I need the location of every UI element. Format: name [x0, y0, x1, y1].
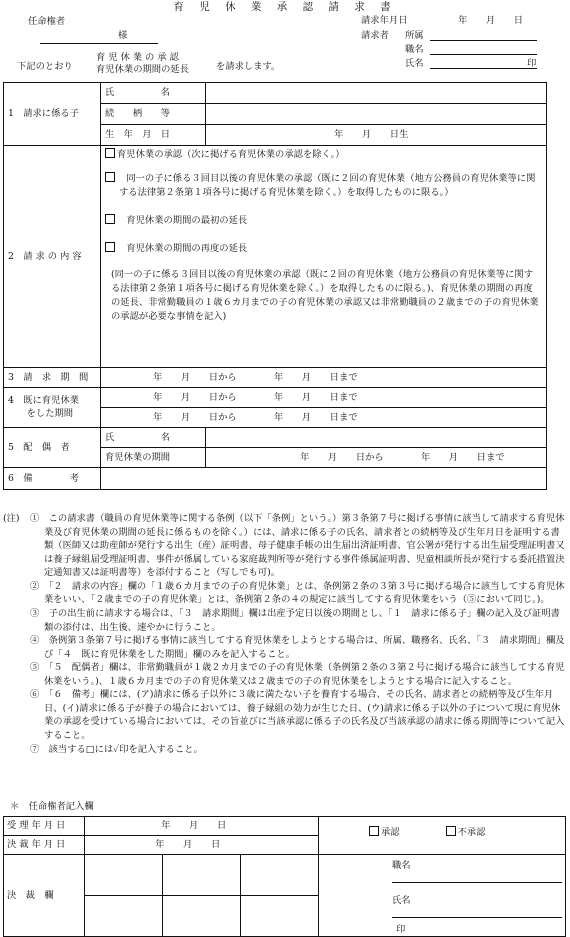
- content-section-label: 2 請 求 の 内 容: [4, 146, 101, 368]
- option-approval-text: 育児休業の承認（次に掲げる育児休業の承認を除く。）: [117, 149, 345, 160]
- child-birth-field[interactable]: 年 月 日生: [206, 125, 547, 146]
- approve-label: 承認: [381, 826, 400, 838]
- content-cell: [101, 146, 547, 368]
- position-label: 職名: [405, 44, 424, 55]
- past-leave-period-1[interactable]: 年 月 日から 年 月 日まで: [101, 388, 547, 408]
- name-label: 氏名: [405, 58, 424, 69]
- request-table: [3, 82, 547, 490]
- spouse-name-label: 氏 名: [101, 428, 206, 448]
- checkbox-third-approval[interactable]: [105, 172, 115, 182]
- requester-label: 請求者: [361, 30, 389, 41]
- checkbox-second-extension[interactable]: [105, 242, 115, 252]
- name-field[interactable]: [430, 57, 537, 69]
- appointer-label: 任命権者: [28, 16, 66, 27]
- child-relation-label: 続 柄 等: [101, 104, 206, 125]
- spouse-section-label: 5 配 偶 者: [4, 428, 101, 468]
- option-extension: 育児休業の期間の延長: [96, 64, 189, 75]
- kessai-box-6[interactable]: [241, 896, 319, 937]
- checkbox-first-extension[interactable]: [105, 214, 115, 224]
- note-5: ⑤ 「５ 配偶者」欄は、非常勤職員が１歳２カ月までの子の育児休業（条例第２条の３第２号に掲げる場合に該当してする育児休業をいう。)、１歳６カ月までの子の育児休業又は２歳までの子の育児休業をしようとする場合に記入すること。: [30, 662, 565, 687]
- option-approval: 育 児 休 業 の 承 認: [96, 52, 179, 63]
- note-6: ⑥ 「６ 備考」欄には、(ア)請求に係る子以外に３歳に満たない子を養育する場合、その氏名、請求者との続柄等及び生年月日、(イ)請求に係る子が養子の場合においては、養子縁組の効力が生じた日、(ウ)請求に係る子以外の子について現に育児休業の承認を受けている場合においては、その旨並びに当該承認に係る子の氏名及び当該承認の請求に係る期間等について記入すること。: [30, 689, 565, 741]
- kessai-box-3[interactable]: [241, 855, 319, 896]
- child-birth-label: 生 年 月 日: [101, 125, 206, 146]
- kessai-box-2[interactable]: [163, 855, 241, 896]
- approver-heading: ＊ 任命権者記入欄: [10, 801, 94, 812]
- note-2: ② 「２ 請求の内容」欄の「１歳６カ月までの子の育児休業」とは、条例第２条の３第３号に掲げる場合に該当してする育児休業をいい、「２歳までの子の育児休業」とは、条例第２条の４の規定に該当してする育児休業をいう（⑤において同じ。)。: [30, 580, 565, 606]
- sama-label: 様: [118, 30, 128, 41]
- kessai-box-1[interactable]: [85, 855, 163, 896]
- approver-name-field[interactable]: [392, 907, 562, 918]
- approver-seal: 印: [396, 923, 406, 935]
- received-date-label: 受 理 年 月 日: [4, 817, 85, 836]
- note-1: ① この請求書（職員の育児休業等に関する条例（以下「条例」という。）第３条第７号に掲げる事情に該当して請求する育児休業及び育児休業の期間の延長に係るものを除く。）には、請求に係る子の氏名、請求者との続柄等及び生年月日を証明する書類（医師又は助産師が発行する出生（産）証明書、母子健康手帳の出生届出済証明書、官公署が発行する出生届受理証明書又は養子縁組届受理証明書、事件が係属している家庭裁判所等が発行する事件係属証明書、児童相談所長が発行する委託措置決定通知書又は証明書等）を添付すること（写しでも可)。: [30, 513, 565, 579]
- kessai-box-4[interactable]: [85, 896, 163, 937]
- notes-block: [30, 512, 568, 756]
- request-period-field[interactable]: 年 月 日から 年 月 日まで: [101, 368, 547, 388]
- decision-cell: [319, 817, 566, 855]
- child-name-field[interactable]: [206, 83, 547, 104]
- circumstance-note: (同一の子に係る３回目以後の育児休業の承認（既に２回の育児休業（地方公務員の育児休業等に関する法律第２条第１項各号に掲げる育児休業を除く。）を取得したものに限る。)、育児休業の期間の再度の延長、非常勤職員の１歳６カ月までの子の育児休業の承認又は非常勤職員の２歳までの子の育児休業の承認が必要な事情を記入): [111, 268, 539, 322]
- affiliation-field[interactable]: [430, 29, 537, 41]
- decided-date-label: 決 裁 年 月 日: [4, 836, 85, 855]
- position-field[interactable]: [430, 43, 537, 55]
- remarks-field[interactable]: [101, 468, 547, 490]
- approver-position-field[interactable]: [392, 872, 562, 883]
- kessai-box-5[interactable]: [163, 896, 241, 937]
- approver-name-label: 氏名: [392, 894, 411, 906]
- decided-date-field[interactable]: 年 月 日: [85, 836, 319, 855]
- disapprove-label: 不承認: [457, 826, 486, 838]
- approver-signature-cell: [319, 855, 566, 937]
- checkbox-approve[interactable]: [369, 826, 379, 836]
- option-first-ext-text: 育児休業の期間の最初の延長: [126, 214, 248, 226]
- child-section-label: 1 請求に係る子: [4, 83, 101, 146]
- note-7: ⑦ 該当する□には✓印を記入すること。: [30, 743, 203, 755]
- notes-prefix: (注): [3, 513, 20, 524]
- option-third-text: 同一の子に係る３回目以後の育児休業の承認（既に２回の育児休業（地方公務員の育児休業等に関する法律第２条第１項各号に掲げる育児休業を除く。）を取得したものに限る。）: [119, 172, 536, 198]
- period-section-label: 3 請 求 期 間: [4, 368, 101, 388]
- spouse-period-field[interactable]: 年 月 日から 年 月 日まで: [206, 448, 547, 468]
- note-4: ④ 条例第３条第７号に掲げる事情に該当してする育児休業をしようとする場合は、所属、職務名、氏名、「３ 請求期間」欄及び「４ 既に育児休業をした期間」欄のみを記入すること。: [30, 635, 565, 660]
- past-leave-period-2[interactable]: 年 月 日から 年 月 日まで: [101, 408, 547, 428]
- kessai-label: 決 裁 欄: [4, 855, 85, 937]
- lead-text: 下記のとおり: [17, 61, 73, 72]
- request-date-label: 請求年月日: [361, 15, 408, 26]
- spouse-name-field[interactable]: [206, 428, 547, 448]
- spouse-period-label: 育児休業の期間: [101, 448, 206, 468]
- request-date-value[interactable]: 年 月 日: [458, 15, 524, 26]
- remarks-label: 6 備 考: [4, 468, 101, 490]
- form-title: 育 児 休 業 承 認 請 求 書: [173, 1, 397, 13]
- note-3: ③ 子の出生前に請求する場合は、「３ 請求期間」欄は出産予定日以後の期間とし、「１ 請求に係る子」欄の記入及び証明書類の添付は、出生後、速やかに行うこと。: [30, 607, 560, 633]
- seal-mark: 印: [527, 58, 537, 69]
- received-date-field[interactable]: 年 月 日: [85, 817, 319, 836]
- affiliation-label: 所属: [405, 30, 424, 41]
- checkbox-disapprove[interactable]: [446, 826, 456, 836]
- request-suffix: を請求します。: [216, 61, 281, 72]
- past-leave-label: 4 既に育児休業 をした期間: [4, 388, 101, 428]
- approver-position-label: 職名: [392, 860, 411, 871]
- checkbox-approval[interactable]: [105, 148, 115, 158]
- option-second-ext-text: 育児休業の期間の再度の延長: [126, 242, 248, 254]
- approver-table: [3, 816, 566, 937]
- child-relation-field[interactable]: [206, 104, 547, 125]
- child-name-label: 氏 名: [101, 83, 206, 104]
- appointer-name-line[interactable]: [40, 31, 158, 44]
